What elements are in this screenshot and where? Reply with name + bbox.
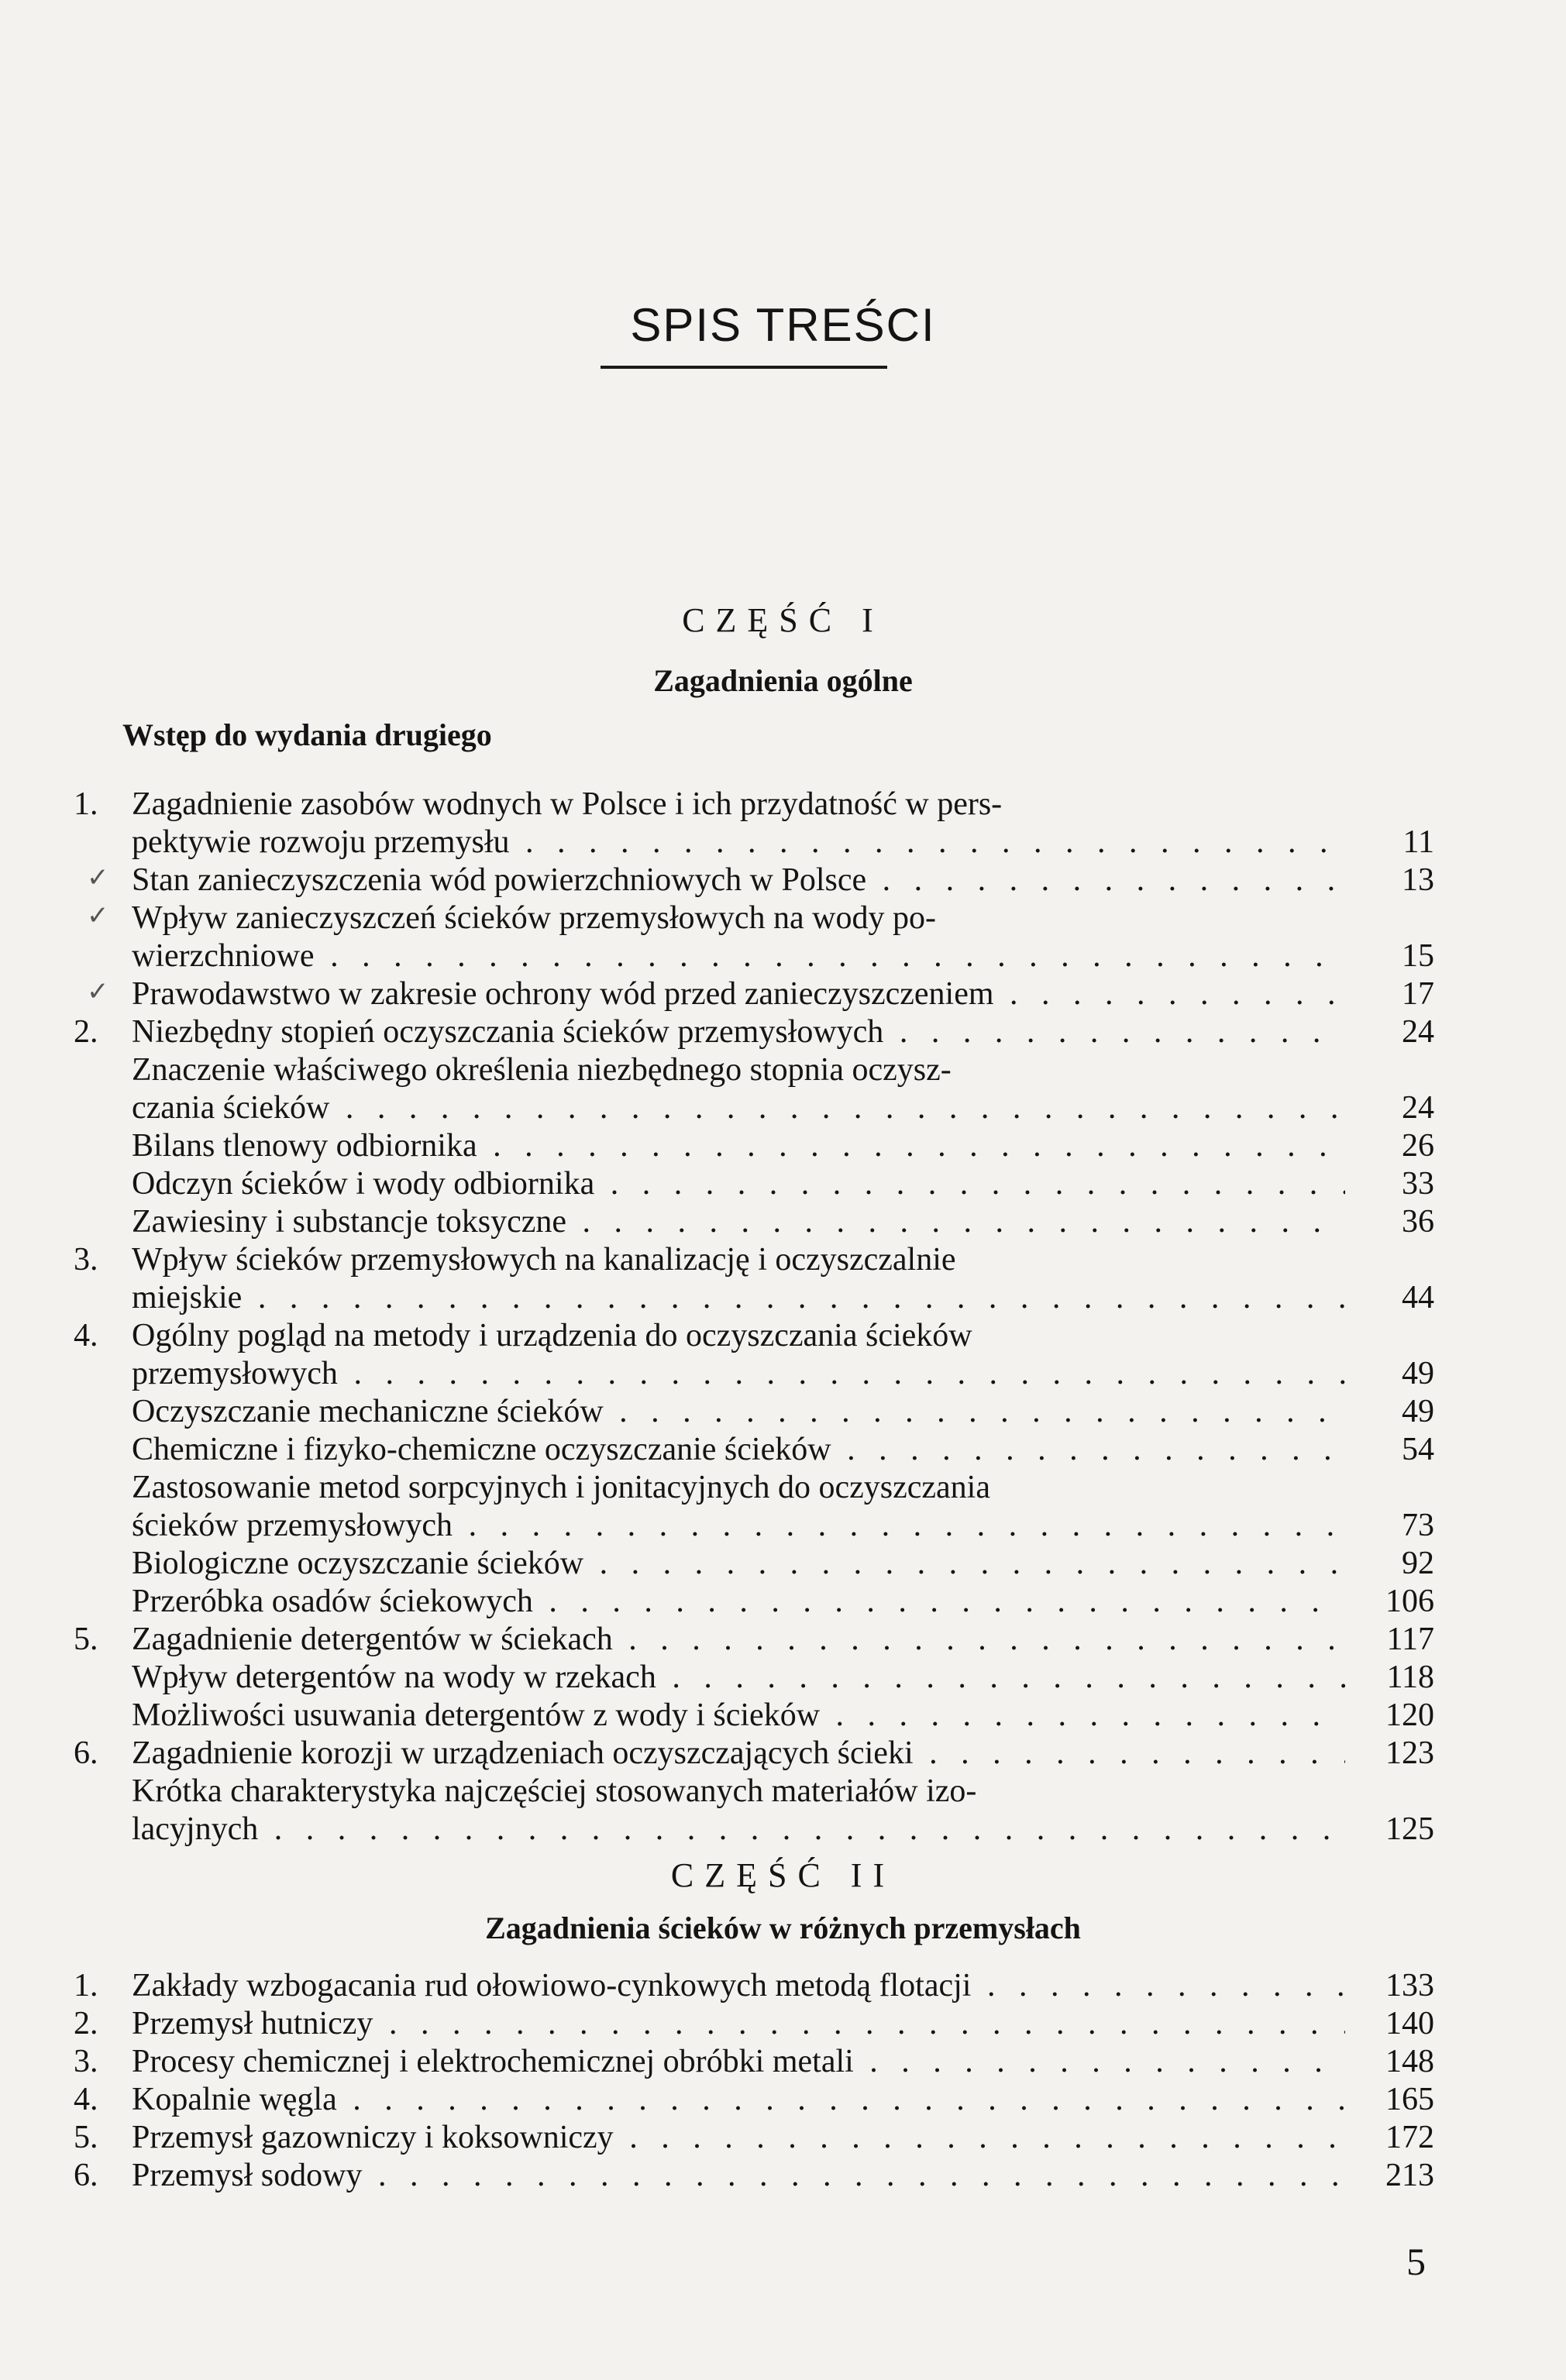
entry-title: Zagadnienie detergentów w ściekach . . .: [132, 1620, 1345, 1659]
part-1-subtitle: Zagadnienia ogólne: [653, 663, 913, 698]
entry-number: 2.: [74, 2006, 98, 2041]
entry-number: 5.: [74, 2120, 98, 2155]
checkmark-icon: ✓: [87, 862, 109, 893]
entry-number: 5.: [74, 1622, 98, 1657]
toc-entry: [0, 2042, 1566, 2081]
toc-entry: [0, 2004, 1566, 2043]
entry-title: miejskie . . .: [132, 1278, 1345, 1317]
entry-page: 165: [1385, 2082, 1434, 2117]
toc-entry: [0, 2156, 1566, 2195]
entry-title: Biologiczne oczyszczanie ścieków . . .: [132, 1544, 1345, 1583]
entry-page: 24: [1402, 1014, 1434, 1050]
entry-number: 3.: [74, 2044, 98, 2079]
entry-page: 148: [1385, 2044, 1434, 2079]
entry-title: wierzchniowe . . .: [132, 937, 1345, 975]
entry-number: 1.: [74, 1968, 98, 2003]
checkmark-icon: ✓: [87, 976, 109, 1007]
entry-title: Bilans tlenowy odbiornika . . .: [132, 1126, 1345, 1165]
entry-number: 6.: [74, 1735, 98, 1771]
entry-page: 123: [1385, 1735, 1434, 1771]
entry-page: 49: [1402, 1394, 1434, 1429]
entry-title: ścieków przemysłowych . . .: [132, 1506, 1345, 1545]
entry-page: 92: [1402, 1546, 1434, 1581]
entry-title: Niezbędny stopień oczyszczania ścieków przemysłowych . . .: [132, 1013, 1345, 1051]
entry-page: 15: [1402, 938, 1434, 974]
entry-title: Odczyn ścieków i wody odbiornika . . .: [132, 1164, 1345, 1203]
entry-title: pektywie rozwoju przemysłu . . .: [132, 823, 1345, 862]
toc-entry: [0, 2080, 1566, 2119]
entry-page: 11: [1403, 824, 1434, 860]
entry-page: 24: [1402, 1090, 1434, 1126]
entry-title: Zakłady wzbogacania rud ołowiowo-cynkowych metodą flotacji . . .: [132, 1966, 1345, 2005]
part-2-heading: CZĘŚĆ II: [670, 1856, 896, 1894]
page-title: SPIS TREŚCI: [630, 299, 936, 351]
entry-title: Zagadnienie korozji w urządzeniach oczyszczających ścieki . . .: [132, 1734, 1345, 1773]
entry-page: 106: [1385, 1584, 1434, 1619]
entry-page: 36: [1402, 1204, 1434, 1240]
entry-page: 49: [1402, 1356, 1434, 1391]
entry-title: Możliwości usuwania detergentów z wody i ścieków . . .: [132, 1696, 1345, 1735]
entry-page: 117: [1386, 1622, 1434, 1657]
entry-page: 13: [1402, 862, 1434, 898]
entry-title: Wpływ zanieczyszczeń ścieków przemysłowych na wody po-: [132, 900, 936, 936]
entry-title: Przemysł gazowniczy i koksowniczy . . .: [132, 2118, 1345, 2157]
entry-number: 3.: [74, 1242, 98, 1278]
entry-page: 44: [1402, 1280, 1434, 1316]
toc-entry: [0, 1966, 1566, 2005]
entry-number: 4.: [74, 1318, 98, 1353]
entry-page: 133: [1385, 1968, 1434, 2003]
entry-page: 26: [1402, 1128, 1434, 1164]
part-1-heading: CZĘŚĆ I: [682, 601, 884, 639]
entry-page: 140: [1385, 2006, 1434, 2041]
entry-page: 17: [1402, 976, 1434, 1012]
entry-title: przemysłowych . . .: [132, 1354, 1345, 1393]
entry-title: Wpływ ścieków przemysłowych na kanalizację i oczyszczalnie: [132, 1242, 956, 1278]
entry-number: 6.: [74, 2158, 98, 2193]
page-number: 5: [1406, 2240, 1426, 2283]
entry-title: Krótka charakterystyka najczęściej stosowanych materiałów izo-: [132, 1773, 977, 1809]
entry-page: 54: [1402, 1432, 1434, 1467]
entry-page: 125: [1385, 1811, 1434, 1847]
entry-title: Zastosowanie metod sorpcyjnych i jonitacyjnych do oczyszczania: [132, 1470, 990, 1505]
entry-page: 73: [1402, 1508, 1434, 1543]
entry-title: lacyjnych . . .: [132, 1810, 1345, 1849]
entry-title: Przemysł hutniczy . . .: [132, 2004, 1345, 2043]
part-2-subtitle: Zagadnienia ścieków w różnych przemysłach: [485, 1911, 1081, 1945]
entry-page: 213: [1385, 2158, 1434, 2193]
entry-title: czania ścieków . . .: [132, 1089, 1345, 1127]
entry-title: Chemiczne i fizyko-chemiczne oczyszczanie ścieków . . .: [132, 1430, 1345, 1469]
entry-page: 118: [1386, 1659, 1434, 1695]
entry-title: Prawodawstwo w zakresie ochrony wód przed zanieczyszczeniem . . .: [132, 975, 1345, 1013]
entry-title: Procesy chemicznej i elektrochemicznej obróbki metali . . .: [132, 2042, 1345, 2081]
entry-title: Przemysł sodowy . . .: [132, 2156, 1345, 2195]
entry-title: Zagadnienie zasobów wodnych w Polsce i ich przydatność w pers-: [132, 786, 1003, 822]
entry-page: 120: [1385, 1697, 1434, 1733]
entry-number: 2.: [74, 1014, 98, 1050]
entry-title: Znaczenie właściwego określenia niezbędnego stopnia oczysz-: [132, 1052, 952, 1088]
entry-title: Zawiesiny i substancje toksyczne . . .: [132, 1202, 1345, 1241]
entry-page: 172: [1385, 2120, 1434, 2155]
intro-entry: Wstęp do wydania drugiego: [122, 717, 492, 752]
entry-title: Przeróbka osadów ściekowych . . .: [132, 1582, 1345, 1621]
entry-page: 33: [1402, 1166, 1434, 1202]
entry-number: 4.: [74, 2082, 98, 2117]
checkmark-icon: ✓: [87, 900, 109, 931]
toc-entry: [0, 2118, 1566, 2157]
entry-title: Kopalnie węgla . . .: [132, 2080, 1345, 2119]
entry-title: Oczyszczanie mechaniczne ścieków . . .: [132, 1392, 1345, 1431]
entry-number: 1.: [74, 786, 98, 822]
entry-title: Wpływ detergentów na wody w rzekach . . .: [132, 1658, 1345, 1697]
entry-title: Stan zanieczyszczenia wód powierzchniowych w Polsce . . .: [132, 861, 1345, 899]
entry-title: Ogólny pogląd na metody i urządzenia do oczyszczania ścieków: [132, 1318, 972, 1353]
